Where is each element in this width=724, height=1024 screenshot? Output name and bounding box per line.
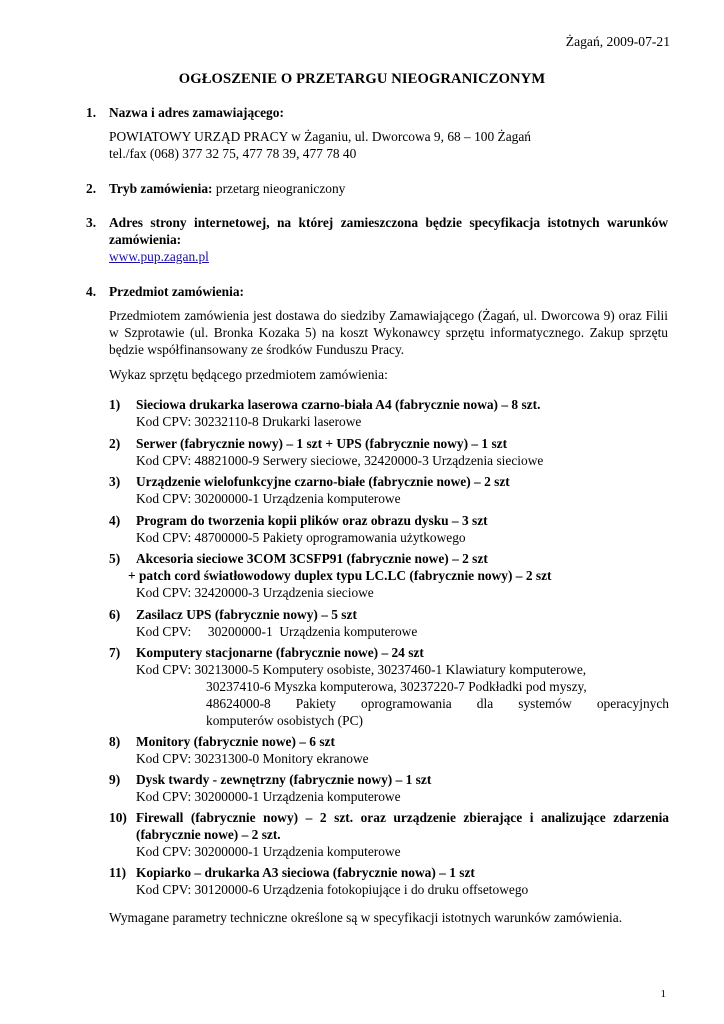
list-item bbox=[109, 473, 669, 507]
list-item bbox=[109, 435, 669, 469]
section-label: Adres strony internetowej, na której zamieszczona będzie specyfikacja istotnych warunków zamówienia: bbox=[109, 215, 668, 247]
item-cpv: Kod CPV: 48700000-5 Pakiety oprogramowania użytkowego bbox=[136, 530, 466, 545]
item-title: Serwer (fabrycznie nowy) – 1 szt + UPS (fabrycznie nowy) – 1 szt bbox=[136, 436, 508, 451]
item-cpv: Kod CPV: 32420000-3 Urządzenia sieciowe bbox=[136, 585, 374, 600]
section-subject bbox=[86, 283, 668, 383]
item-cpv-continued: 48624000-8 Pakiety oprogramowania dla systemów operacyjnych bbox=[206, 696, 669, 711]
list-item bbox=[109, 512, 669, 546]
section-procedure bbox=[86, 180, 668, 197]
item-number: 11) bbox=[109, 865, 127, 880]
list-item bbox=[109, 771, 669, 805]
item-cpv: Kod CPV: 30200000-1 Urządzenia komputerowe bbox=[136, 844, 401, 859]
item-cpv-continued: 30237410-6 Myszka komputerowa, 30237220-7 Podkładki pod myszy, bbox=[206, 679, 587, 694]
list-item bbox=[109, 396, 669, 430]
authority-phone: tel./fax (068) 377 32 75, 477 78 39, 477 78 40 bbox=[109, 146, 357, 161]
section-label: Przedmiot zamówienia: bbox=[109, 284, 244, 299]
item-title: Komputery stacjonarne (fabrycznie nowe) – 24 szt bbox=[136, 645, 424, 660]
item-number: 3) bbox=[109, 474, 121, 489]
section-website bbox=[86, 214, 668, 265]
item-title: Zasilacz UPS (fabrycznie nowy) – 5 szt bbox=[136, 607, 357, 622]
item-title: Urządzenie wielofunkcyjne czarno-białe (fabrycznie nowe) – 2 szt bbox=[136, 474, 510, 489]
item-number: 9) bbox=[109, 772, 121, 787]
website-link[interactable]: www.pup.zagan.pl bbox=[109, 249, 209, 264]
item-cpv: Kod CPV: 30120000-6 Urządzenia fotokopiujące i do druku offsetowego bbox=[136, 882, 529, 897]
item-number: 2) bbox=[109, 436, 121, 451]
page-number: 1 bbox=[660, 988, 666, 1000]
item-title-continued: + patch cord światłowodowy duplex typu LC.LC (fabrycznie nowy) – 2 szt bbox=[128, 568, 552, 583]
list-item bbox=[109, 606, 669, 640]
item-cpv: Kod CPV: 30232110-8 Drukarki laserowe bbox=[136, 414, 362, 429]
item-title: Dysk twardy - zewnętrzny (fabrycznie nowy) – 1 szt bbox=[136, 772, 432, 787]
item-title: Akcesoria sieciowe 3COM 3CSFP91 (fabrycznie nowe) – 2 szt bbox=[136, 551, 488, 566]
section-number: 4. bbox=[86, 284, 97, 299]
closing-note bbox=[86, 909, 668, 926]
item-cpv: Kod CPV: 48821000-9 Serwery sieciowe, 32420000-3 Urządzenia sieciowe bbox=[136, 453, 544, 468]
item-number: 5) bbox=[109, 551, 121, 566]
item-number: 10) bbox=[109, 810, 127, 825]
item-number: 7) bbox=[109, 645, 121, 660]
list-item bbox=[109, 644, 669, 729]
item-title: Firewall (fabrycznie nowy) – 2 szt. oraz urządzenie zbierające i analizujące zdarzenia (fabrycznie nowe) – 2 szt. bbox=[136, 810, 669, 842]
item-cpv: Kod CPV: 30231300-0 Monitory ekranowe bbox=[136, 751, 369, 766]
item-number: 6) bbox=[109, 607, 121, 622]
item-cpv: Kod CPV: 30213000-5 Komputery osobiste, 30237460-1 Klawiatury komputerowe, bbox=[136, 662, 587, 677]
list-item bbox=[109, 864, 669, 898]
item-title: Sieciowa drukarka laserowa czarno-biała A4 (fabrycznie nowa) – 8 szt. bbox=[136, 397, 541, 412]
procedure-value: przetarg nieograniczony bbox=[215, 181, 346, 196]
equipment-list-intro: Wykaz sprzętu będącego przedmiotem zamówienia: bbox=[109, 367, 388, 382]
list-item bbox=[109, 733, 669, 767]
item-title: Monitory (fabrycznie nowe) – 6 szt bbox=[136, 734, 335, 749]
authority-address: POWIATOWY URZĄD PRACY w Żaganiu, ul. Dworcowa 9, 68 – 100 Żagań bbox=[109, 129, 531, 144]
subject-description: Przedmiotem zamówienia jest dostawa do siedziby Zamawiającego (Żagań, ul. Dworcowa 9) oraz Filii w Szprotawie (ul. Bronka Kozaka 5) na koszt Wykonawcy sprzętu informatycznego. Zakup sprzętu będzie współfinansowany ze środków Funduszu Pracy. bbox=[109, 308, 668, 357]
item-number: 4) bbox=[109, 513, 121, 528]
item-cpv: Kod CPV: 30200000-1 Urządzenia komputerowe bbox=[136, 624, 418, 639]
section-label: Nazwa i adres zamawiającego: bbox=[109, 105, 284, 120]
section-contracting-authority bbox=[86, 104, 668, 162]
item-cpv-continued: komputerów osobistych (PC) bbox=[206, 713, 363, 728]
item-cpv: Kod CPV: 30200000-1 Urządzenia komputerowe bbox=[136, 789, 401, 804]
closing-paragraph: Wymagane parametry techniczne określone są w specyfikacji istotnych warunków zamówienia. bbox=[109, 910, 623, 925]
section-label: Tryb zamówienia: bbox=[109, 181, 213, 196]
item-number: 1) bbox=[109, 397, 121, 412]
document-title: OGŁOSZENIE O PRZETARGU NIEOGRANICZONYM bbox=[178, 71, 546, 87]
document-date: Żagań, 2009-07-21 bbox=[565, 34, 670, 49]
item-number: 8) bbox=[109, 734, 121, 749]
item-cpv: Kod CPV: 30200000-1 Urządzenia komputerowe bbox=[136, 491, 401, 506]
section-number: 1. bbox=[86, 105, 97, 120]
section-number: 2. bbox=[86, 181, 97, 196]
item-title: Program do tworzenia kopii plików oraz obrazu dysku – 3 szt bbox=[136, 513, 488, 528]
list-item bbox=[109, 809, 669, 860]
item-title: Kopiarko – drukarka A3 sieciowa (fabrycznie nowa) – 1 szt bbox=[136, 865, 475, 880]
section-number: 3. bbox=[86, 215, 97, 230]
list-item bbox=[109, 550, 669, 601]
